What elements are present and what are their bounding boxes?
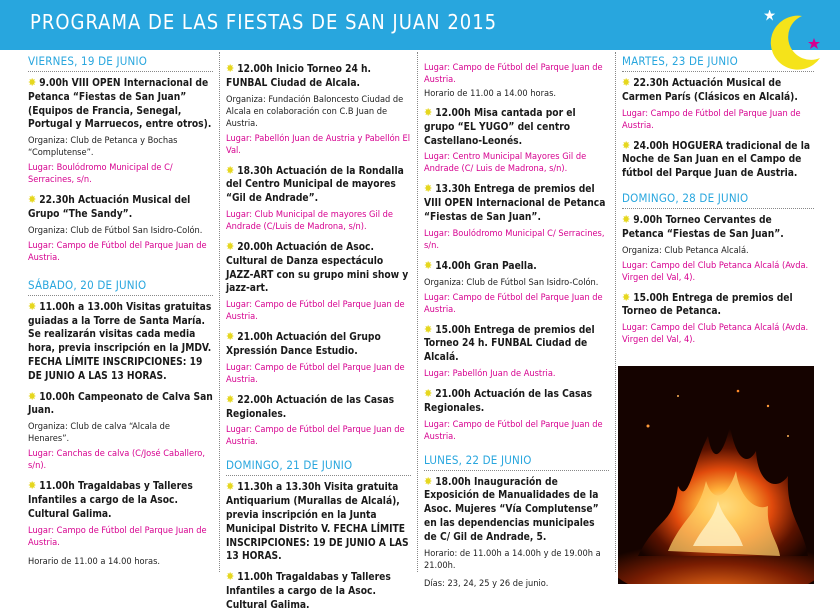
event-days: Días: 23, 24, 25 y 26 de junio. bbox=[424, 577, 549, 589]
column-divider bbox=[417, 52, 418, 572]
column-1 bbox=[28, 54, 213, 574]
star-icon: ✸ bbox=[622, 212, 631, 226]
header-banner bbox=[0, 0, 840, 50]
event: ✸ 14.00h Gran Paella. bbox=[424, 258, 537, 272]
event-location: Lugar: Campo de Fútbol del Parque Juan de Austria. bbox=[622, 107, 801, 131]
event-organizer: Organiza: Club de Fútbol San Isidro-Colón. bbox=[424, 276, 599, 288]
event-location: Lugar: Campo de Fútbol del Parque Juan de Austria. bbox=[226, 424, 405, 448]
event-location: Lugar: Club Municipal de mayores Gil de Andrade (C/Luis de Madrona, s/n). bbox=[226, 208, 394, 232]
star-icon: ✸ bbox=[226, 239, 235, 253]
event-organizer: Organiza: Fundación Baloncesto Ciudad de Alcala en colaboración con C.B Juan de Austria. bbox=[226, 93, 404, 129]
event: ✸ 18.30h Actuación de la Rondalla del Centro Municipal de mayores “Gil de Andrade”. bbox=[226, 163, 404, 205]
star-icon: ✸ bbox=[28, 76, 37, 89]
event-hours: Horario de 11.00 a 14.00 horas. bbox=[424, 88, 557, 99]
day-heading: LUNES, 22 DE JUNIO bbox=[424, 453, 609, 471]
event-location: Lugar: Campo del Club Petanca Alcalá (Avda. Virgen del Val, 4). bbox=[622, 259, 809, 283]
star-icon: ✸ bbox=[226, 330, 235, 344]
star-icon: ✸ bbox=[226, 480, 235, 494]
star-icon: ✸ bbox=[424, 322, 433, 336]
column-divider bbox=[615, 52, 616, 572]
star-icon: ✸ bbox=[28, 479, 37, 493]
star-icon: ✸ bbox=[424, 182, 433, 196]
page-title: PROGRAMA DE LAS FIESTAS DE SAN JUAN 2015 bbox=[30, 10, 498, 34]
event: ✸ 9.00h VIII OPEN Internacional de Petanca “Fiestas de San Juan” (Equipos de Francia, Senegal, Portugal y Marruecos, entre otros). bbox=[28, 76, 212, 131]
event-location: Lugar: Campo de Fútbol del Parque Juan de Austria. bbox=[226, 299, 405, 323]
star-icon: ✸ bbox=[622, 290, 631, 304]
event: ✸ 9.00h Torneo Cervantes de Petanca “Fiestas de San Juan”. bbox=[622, 212, 784, 240]
column-2 bbox=[226, 62, 411, 616]
event: ✸ 24.00h HOGUERA tradicional de la Noche de San Juan en el Campo de fútbol del Parque Juan de Austria. bbox=[622, 138, 811, 180]
event-location: Lugar: Boulódromo Municipal de C/ Serracines, s/n. bbox=[28, 162, 173, 186]
star-icon: ✸ bbox=[28, 299, 37, 313]
event-location: Lugar: Boulódromo Municipal C/ Serracines, s/n. bbox=[424, 227, 605, 251]
event: ✸ 18.00h Inauguración de Exposición de Manualidades de la Asoc. Mujeres “Vía Complutense” en las dependencias municipales de C/ Gil de Andrade, 5. bbox=[424, 474, 599, 543]
event-location: Lugar: Campo del Club Petanca Alcalá (Avda. Virgen del Val, 4). bbox=[622, 322, 809, 346]
column-3 bbox=[424, 62, 609, 596]
event-location: Lugar: Campo de Fútbol del Parque Juan de Austria. bbox=[424, 291, 603, 315]
star-icon: ✸ bbox=[424, 106, 433, 119]
event: ✸ 13.30h Entrega de premios del VIII OPEN Internacional de Petanca “Fiestas de San Juan”. bbox=[424, 182, 606, 223]
star-icon: ✸ bbox=[424, 386, 433, 400]
star-icon: ✸ bbox=[28, 193, 37, 207]
event: ✸ 15.00h Entrega de premios del Torneo 24 h. FUNBAL Ciudad de Alcalá. bbox=[424, 322, 595, 364]
event-location: Lugar: Centro Municipal Mayores Gil de Andrade (C/ Luis de Madrona, s/n). bbox=[424, 151, 587, 175]
event-location: Lugar: Campo de Fútbol del Parque Juan de Austria. bbox=[28, 239, 207, 263]
event: ✸ 11.00h Tragaldabas y Talleres Infantiles a cargo de la Asoc. Cultural Galima. bbox=[28, 479, 193, 520]
event: ✸ 15.00h Entrega de premios del Torneo de Petanca. bbox=[622, 290, 793, 318]
event: ✸ 10.00h Campeonato de Calva San Juan. bbox=[28, 389, 213, 417]
event-location: Lugar: Campo de Fútbol del Parque Juan de Austria. bbox=[424, 62, 603, 85]
event-hours: Horario: de 11.00h a 14.00h y de 19.00h a 21.00h. bbox=[424, 547, 601, 571]
day-heading: DOMINGO, 28 DE JUNIO bbox=[622, 191, 814, 209]
event: ✸ 21.00h Actuación de las Casas Regionales. bbox=[424, 386, 593, 414]
event-location: Lugar: Pabellón Juan de Austria y Pabellón El Val. bbox=[226, 132, 411, 156]
event-organizer: Organiza: Club Petanca Alcalá. bbox=[622, 244, 749, 256]
event: ✸ 11.30h a 13.30h Visita gratuita Antiquarium (Murallas de Alcalá), previa inscripción en la Junta Municipal Distrito V. FECHA LÍMITE INSCRIPCIONES: 19 DE JUNIO A LAS 13 HORAS. bbox=[226, 480, 409, 563]
star-icon: ✸ bbox=[424, 474, 433, 488]
event: ✸ 22.30h Actuación Musical del Grupo “The Sandy”. bbox=[28, 193, 191, 220]
event: ✸ 12.00h Inicio Torneo 24 h. FUNBAL Ciudad de Alcala. bbox=[226, 62, 372, 89]
star-icon: ✸ bbox=[28, 389, 37, 403]
star-icon: ✸ bbox=[424, 258, 433, 272]
event: ✸ 22.30h Actuación Musical de Carmen París (Clásicos en Alcalá). bbox=[622, 76, 798, 103]
event-hours: Horario de 11.00 a 14.00 horas. bbox=[28, 555, 161, 567]
event: ✸ 22.00h Actuación de las Casas Regionales. bbox=[226, 392, 395, 420]
column-divider bbox=[219, 52, 220, 572]
event-organizer: Organiza: Club de Fútbol San Isidro-Colón. bbox=[28, 224, 203, 236]
day-heading: SÁBADO, 20 DE JUNIO bbox=[28, 278, 213, 296]
event-location: Lugar: Campo de Fútbol del Parque Juan de Austria. bbox=[28, 524, 207, 548]
event: ✸ 20.00h Actuación de Asoc. Cultural de Danza espectáculo JAZZ-ART con su grupo mini show y jazz-art. bbox=[226, 239, 409, 295]
event: ✸ 12.00h Misa cantada por el grupo “EL YUGO” del centro Castellano-Leonés. bbox=[424, 106, 576, 147]
column-4 bbox=[622, 54, 814, 353]
event-location: Lugar: Campo de Fútbol del Parque Juan de Austria. bbox=[424, 418, 603, 442]
star-icon: ✸ bbox=[622, 138, 631, 152]
event-organizer: Organiza: Club de calva “Alcala de Henares”. bbox=[28, 421, 171, 445]
event: ✸ 11.00h a 13.00h Visitas gratuitas guiadas a la Torre de Santa María. Se realizarán visitas cada media hora, previa inscripción en la JMDV. FECHA LÍMITE INSCRIPCIONES: 19 DE JUNIO A LAS 13 HORAS. bbox=[28, 299, 212, 382]
star-icon: ✸ bbox=[226, 570, 235, 584]
event-location: Lugar: Pabellón Juan de Austria. bbox=[424, 367, 556, 379]
star-icon: ✸ bbox=[226, 392, 235, 406]
star-decor-icon bbox=[764, 10, 775, 21]
event-location: Lugar: Campo de Fútbol del Parque Juan de Austria. bbox=[226, 361, 405, 385]
day-heading: MARTES, 23 DE JUNIO bbox=[622, 54, 814, 72]
event-location: Lugar: Canchas de calva (C/José Caballero, s/n). bbox=[28, 448, 205, 472]
day-heading: VIERNES, 19 DE JUNIO bbox=[28, 54, 213, 72]
star-icon: ✸ bbox=[622, 76, 631, 89]
star-icon: ✸ bbox=[226, 62, 235, 75]
star-small-icon bbox=[808, 38, 820, 49]
event: ✸ 11.00h Tragaldabas y Talleres Infantiles a cargo de la Asoc. Cultural Galima. bbox=[226, 570, 391, 611]
bonfire-photo bbox=[618, 366, 814, 584]
day-heading: DOMINGO, 21 DE JUNIO bbox=[226, 458, 411, 476]
star-icon: ✸ bbox=[226, 163, 235, 177]
event: ✸ 21.00h Actuación del Grupo Xpressión Dance Estudio. bbox=[226, 330, 381, 357]
event-organizer: Organiza: Club de Petanca y Bochas “Complutense”. bbox=[28, 135, 178, 159]
